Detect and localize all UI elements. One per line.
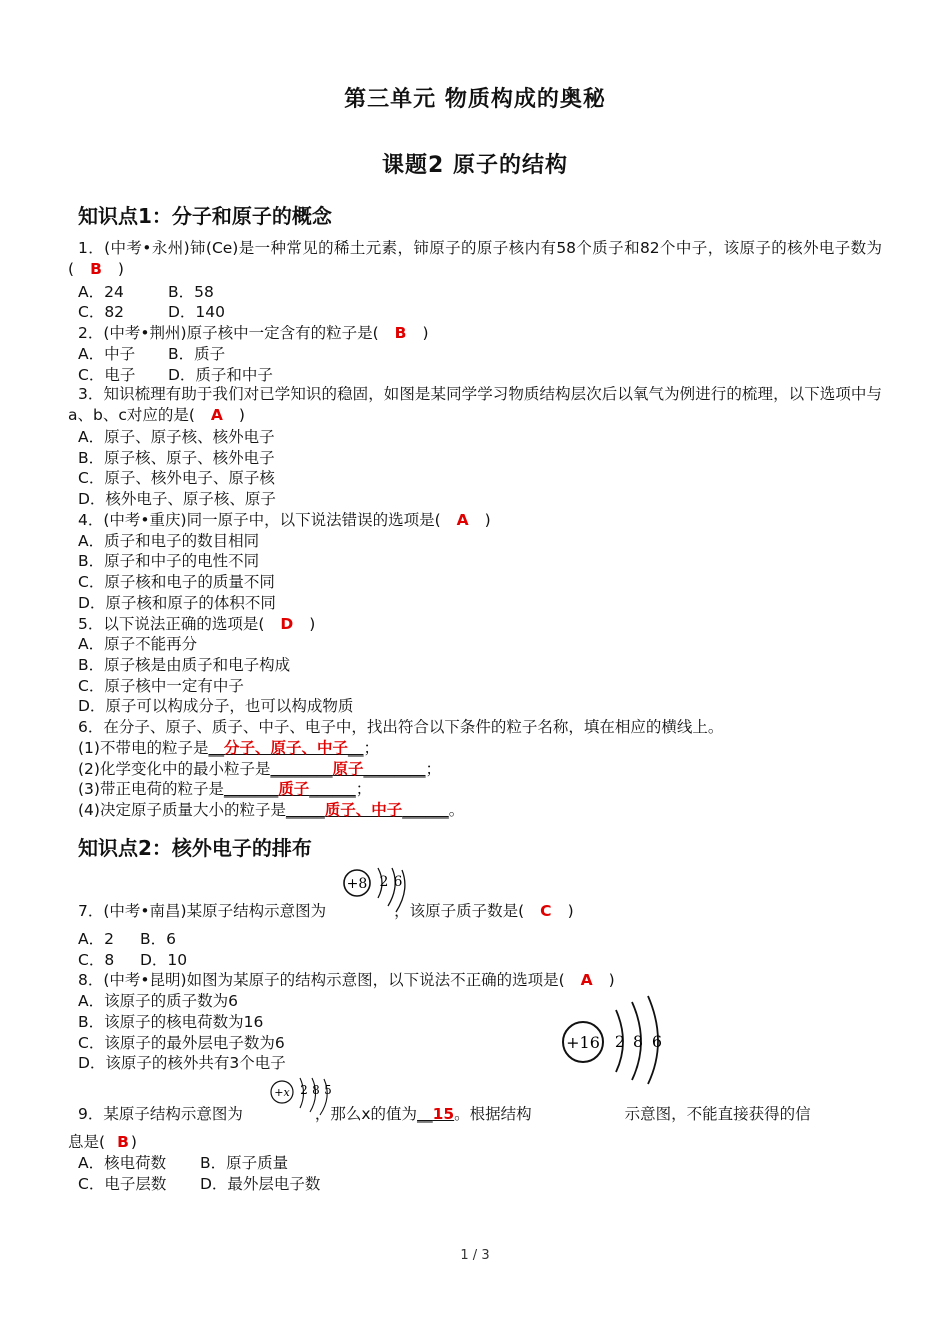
atom-8-nucleus: +16 (566, 1033, 600, 1052)
question-1-options-row2: C．82 D．140 (78, 303, 226, 321)
section-heading-1: 知识点1：分子和原子的概念 (78, 204, 332, 228)
question-8-option-a: A．该原子的质子数为6 (78, 992, 238, 1010)
question-4-answer: A (456, 511, 469, 529)
question-9-stem-line1: 9．某原子结构示意图为 ，那么x的值为__15。根据结构 示意图，不能直接获得的信 (78, 1105, 811, 1123)
question-1-answer: B (90, 259, 102, 278)
question-5-stem: 5．以下说法正确的选项是( D ) (78, 615, 316, 633)
question-9-answer-1: 15 (432, 1105, 455, 1123)
question-8-option-b: B．该原子的核电荷数为16 (78, 1013, 264, 1031)
question-5-option-b: B．原子核是由质子和电子构成 (78, 656, 291, 674)
question-3-option-c: C．原子、核外电子、原子核 (78, 469, 275, 487)
question-8-stem: 8．(中考•昆明)如图为某原子的结构示意图，以下说法不正确的选项是( A ) (78, 971, 615, 989)
question-5-option-c: C．原子核中一定有中子 (78, 677, 244, 695)
question-6-answer-1: 分子、原子、中子 (223, 739, 348, 757)
atom-9-shell-3: 5 (324, 1083, 332, 1097)
question-2-options-row2: C．电子 D．质子和中子 (78, 366, 273, 384)
question-6-answer-4: 质子、中子 (324, 801, 403, 819)
question-3-option-a: A．原子、原子核、核外电子 (78, 428, 275, 446)
atom-diagram-sulfur (560, 992, 670, 1088)
question-7-answer: C (540, 902, 552, 920)
question-4-option-a: A．质子和电子的数目相同 (78, 532, 260, 550)
question-9-answer-2: B (117, 1133, 129, 1151)
question-9-options-row1: A．核电荷数 B．原子质量 (78, 1154, 289, 1172)
question-7-options-row1: A．2 B．6 (78, 930, 176, 948)
atom-7-shell-2: 6 (393, 874, 403, 890)
atom-8-shell-2: 8 (632, 1032, 644, 1051)
atom-8-shell-1: 2 (614, 1032, 626, 1051)
question-1-stem: 1．(中考•永州)铈(Ce)是一种常见的稀土元素，铈原子的原子核内有58个质子和82个中子，该原子的核外电子数为( B ) (68, 239, 882, 278)
question-6-part-1: (1)不带电的粒子是__分子、原子、中子__； (78, 739, 379, 757)
question-1-options-row1: A．24 B．58 (78, 283, 214, 301)
question-5-option-d: D．原子可以构成分子，也可以构成物质 (78, 697, 354, 715)
question-6-part-3: (3)带正电荷的粒子是_______质子______； (78, 780, 372, 798)
atom-9-shell-2: 8 (312, 1083, 320, 1097)
atom-9-shell-1: 2 (300, 1083, 308, 1097)
question-7-options-row2: C．8 D．10 (78, 951, 188, 969)
question-6-part-4: (4)决定原子质量大小的粒子是_____质子、中子______。 (78, 801, 465, 819)
question-6-stem: 6．在分子、原子、质子、中子、电子中，找出符合以下条件的粒子名称，填在相应的横线上。 (78, 718, 724, 736)
question-3-answer: A (210, 405, 223, 424)
atom-9-nucleus: +x (274, 1086, 290, 1099)
question-7-stem: 7．(中考•南昌)某原子结构示意图为 ，该原子质子数是( C ) (78, 902, 574, 920)
page-number: 1 / 3 (460, 1248, 490, 1263)
section-heading-2: 知识点2：核外电子的排布 (78, 836, 312, 860)
unit-title: 第三单元 物质构成的奥秘 (344, 87, 606, 112)
question-6-answer-2: 原子 (332, 760, 364, 778)
question-3-option-b: B．原子核、原子、核外电子 (78, 449, 275, 467)
lesson-title: 课题2 原子的结构 (382, 153, 568, 178)
question-3-option-d: D．核外电子、原子核、原子 (78, 490, 276, 508)
question-6-answer-3: 质子 (278, 780, 310, 798)
question-6-part-2: (2)化学变化中的最小粒子是________原子________； (78, 760, 441, 778)
question-2-answer: B (394, 324, 407, 342)
question-4-stem: 4．(中考•重庆)同一原子中，以下说法错误的选项是( A ) (78, 511, 491, 529)
question-8-answer: A (580, 971, 593, 989)
atom-diagram-oxygen (340, 866, 412, 914)
question-8-option-d: D．该原子的核外共有3个电子 (78, 1054, 286, 1072)
question-8-option-c: C．该原子的最外层电子数为6 (78, 1034, 285, 1052)
question-9-options-row2: C．电子层数 D．最外层电子数 (78, 1175, 321, 1193)
question-5-answer: D (280, 615, 294, 633)
question-4-option-d: D．原子核和原子的体积不同 (78, 594, 276, 612)
question-5-option-a: A．原子不能再分 (78, 635, 198, 653)
atom-8-shell-3: 6 (651, 1032, 663, 1051)
atom-7-shell-1: 2 (379, 874, 389, 890)
question-2-stem: 2．(中考•荆州)原子核中一定含有的粒子是( B ) (78, 324, 429, 342)
question-3-stem: 3．知识梳理有助于我们对已学知识的稳固，如图是某同学学习物质结构层次后以氧气为例进行的梳理，以下选项中与a、b、c对应的是( A ) (68, 385, 882, 424)
question-4-option-c: C．原子核和电子的质量不同 (78, 573, 275, 591)
question-9-stem-line2: 息是( B ) (68, 1133, 137, 1151)
question-2-options-row1: A．中子 B．质子 (78, 345, 226, 363)
atom-7-nucleus: +8 (346, 876, 368, 892)
question-4-option-b: B．原子和中子的电性不同 (78, 552, 260, 570)
